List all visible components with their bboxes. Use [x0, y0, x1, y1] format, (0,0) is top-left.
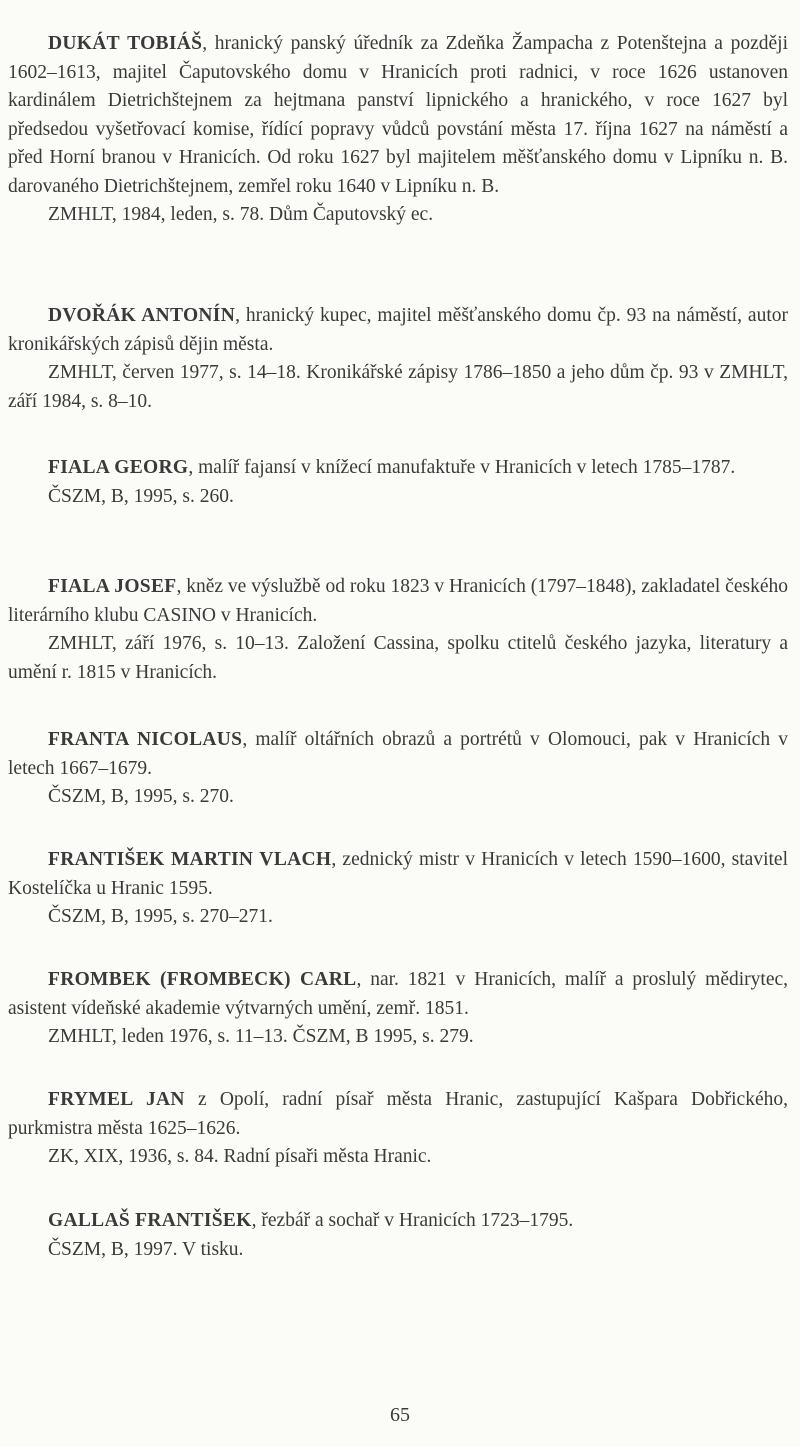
entry-frymel-jan: [8, 1086, 788, 1172]
entry-text: , hranický panský úředník za Zdeňka Žampacha z Potenštejna a později 1602–1613, majitel Čaputovského domu v Hranicích proti radnici, v roce 1626 ustanoven kardinálem Dietrichštejnem za hejtmana panství lipnického a hranického, v roce 1627 byl předsedou vyšetřovací komise, řídící popravy vůdců povstání města 17. října 1627 na náměstí a před Horní branou v Hranicích. Od roku 1627 byl majitelem měšťanského domu v Lipníku n. B. darovaného Dietrichštejnem, zemřel roku 1640 v Lipníku n. B.: [8, 33, 788, 197]
entry-gallas-frantisek: [8, 1207, 788, 1264]
entry-reference: ZK, XIX, 1936, s. 84. Radní písaři města Hranic.: [48, 1146, 432, 1167]
entry-name: FROMBEK (FROMBECK) CARL: [48, 969, 357, 990]
entry-reference: ZMHLT, září 1976, s. 10–13. Založení Cassina, spolku ctitelů českého jazyka, literatury a umění r. 1815 v Hranicích.: [8, 633, 788, 683]
entry-frombek-carl: [8, 966, 788, 1052]
entry-name: GALLAŠ FRANTIŠEK: [48, 1210, 252, 1231]
entry-text: , nar. 1821 v Hranicích, malíř a proslulý mědirytec, asistent vídeňské akademie výtvarných umění, zemř. 1851.: [8, 969, 789, 1019]
entry-name: DVOŘÁK ANTONÍN: [48, 305, 236, 326]
entry-text: , malíř fajansí v knížecí manufaktuře v Hranicích v letech 1785–1787.: [188, 457, 736, 478]
entry-frantisek-martin-vlach: [8, 846, 788, 932]
entry-text: , hranický kupec, majitel měšťanského domu čp. 93 na náměstí, autor kronikářských zápisů dějin města.: [8, 305, 788, 355]
entry-text: , kněz ve výslužbě od roku 1823 v Hranicích (1797–1848), zakladatel českého literárního klubu CASINO v Hranicích.: [8, 576, 788, 626]
entry-reference: ČSZM, B, 1995, s. 270–271.: [48, 906, 273, 927]
entry-name: FRANTIŠEK MARTIN VLACH: [48, 849, 332, 870]
page-number: 65: [390, 1404, 410, 1426]
entry-reference: ČSZM, B, 1995, s. 270.: [48, 786, 234, 807]
entry-name: FRYMEL JAN: [48, 1089, 185, 1110]
entry-fiala-georg: [8, 454, 788, 511]
entry-franta-nicolaus: [8, 726, 788, 812]
entry-dukat-tobias: [8, 30, 788, 230]
entry-dvorak-antonin: [8, 302, 788, 416]
entry-reference: ZMHLT, červen 1977, s. 14–18. Kronikářské zápisy 1786–1850 a jeho dům čp. 93 v ZMHLT, září 1984, s. 8–10.: [8, 362, 788, 412]
entry-name: FRANTA NICOLAUS: [48, 729, 243, 750]
entry-name: DUKÁT TOBIÁŠ: [48, 33, 203, 54]
entry-text: z Opolí, radní písař města Hranic, zastupující Kašpara Dobřického, purkmistra města 1625–1626.: [8, 1089, 788, 1139]
entry-name: FIALA GEORG: [48, 457, 189, 478]
entry-text: , řezbář a sochař v Hranicích 1723–1795.: [251, 1210, 574, 1231]
entry-reference: ZMHLT, 1984, leden, s. 78. Dům Čaputovský ec.: [48, 204, 434, 225]
entry-reference: ZMHLT, leden 1976, s. 11–13. ČSZM, B 1995, s. 279.: [48, 1026, 474, 1047]
entry-text: , zednický mistr v Hranicích v letech 1590–1600, stavitel Kostelíčka u Hranic 1595.: [8, 849, 788, 899]
entry-reference: ČSZM, B, 1997. V tisku.: [48, 1238, 244, 1260]
entry-text: , malíř oltářních obrazů a portrétů v Olomouci, pak v Hranicích v letech 1667–1679.: [8, 729, 788, 779]
entry-fiala-josef: [8, 573, 788, 687]
entry-reference: ČSZM, B, 1995, s. 260.: [48, 485, 234, 507]
entry-name: FIALA JOSEF: [48, 576, 177, 597]
